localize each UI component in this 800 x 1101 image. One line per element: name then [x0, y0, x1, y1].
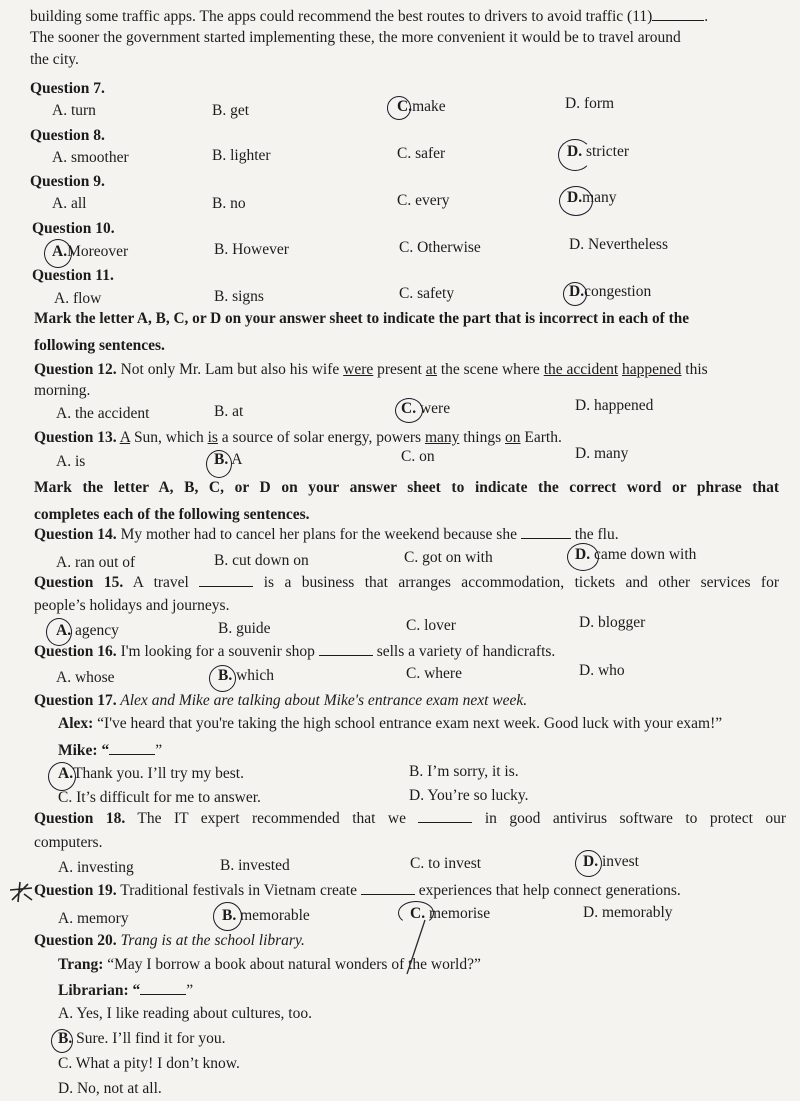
question-8-title: Question 8. — [30, 127, 105, 144]
q18-option-d[interactable]: D. invest — [583, 853, 639, 870]
q14-option-d[interactable]: D. came down with — [575, 546, 697, 563]
q16-option-a[interactable]: A. whose — [56, 669, 115, 686]
q8-option-d[interactable]: D. stricter — [567, 143, 629, 160]
question-19-stem: Question 19. Traditional festivals in Vietnam create experiences that help connect generations. — [34, 882, 681, 899]
q8-option-a[interactable]: A. smoother — [52, 149, 129, 166]
question-15-stem-2: people’s holidays and journeys. — [34, 597, 230, 614]
question-18-stem: Question 18. The IT expert recommended that we in good antivirus software to protect our — [34, 810, 786, 827]
instruction-correct-word-2: completes each of the following sentences. — [34, 506, 310, 523]
q9-option-a[interactable]: A. all — [52, 195, 87, 212]
q17-option-a[interactable]: A.Thank you. I’ll try my best. — [58, 765, 244, 782]
q11-option-b[interactable]: B. signs — [214, 288, 264, 305]
q13-option-a[interactable]: A. is — [56, 453, 86, 470]
passage-line-1: building some traffic apps. The apps could recommend the best routes to drivers to avoid traffic (11) . — [30, 8, 709, 25]
q14-option-a[interactable]: A. ran out of — [56, 554, 136, 571]
q7-option-d[interactable]: D. form — [565, 95, 615, 112]
question-11-title: Question 11. — [32, 267, 114, 284]
q18-option-c[interactable]: C. to invest — [410, 855, 482, 872]
q13-option-c[interactable]: C. on — [401, 448, 435, 465]
answer-blank — [109, 740, 155, 755]
q17-option-b[interactable]: B. I’m sorry, it is. — [409, 763, 519, 780]
q17-mike-line: Mike: “ ” — [58, 742, 163, 759]
asterisk-mark-icon — [6, 880, 36, 904]
q11-option-a[interactable]: A. flow — [54, 290, 102, 307]
q17-option-c[interactable]: C. It’s difficult for me to answer. — [58, 789, 261, 806]
q10-option-a[interactable]: A.Moreover — [52, 243, 129, 260]
question-16-stem: Question 16. I'm looking for a souvenir shop sells a variety of handicrafts. — [34, 643, 556, 660]
q19-option-a[interactable]: A. memory — [58, 910, 129, 927]
q20-option-c[interactable]: C. What a pity! I don’t know. — [58, 1055, 240, 1072]
question-17-stem: Question 17. Alex and Mike are talking about Mike's entrance exam next week. — [34, 692, 528, 709]
question-15-stem: Question 15. A travel is a business that arranges accommodation, tickets and other services for — [34, 574, 779, 591]
q8-option-c[interactable]: C. safer — [397, 145, 446, 162]
question-12-stem-2: morning. — [34, 382, 91, 399]
q12-option-c[interactable]: C. were — [401, 400, 451, 417]
passage-line-2: The sooner the government started implementing these, the more convenient it would be to travel around — [30, 29, 681, 46]
q15-option-a[interactable]: A. agency — [56, 622, 119, 639]
q19-option-b[interactable]: B. memorable — [222, 907, 310, 924]
instruction-correct-word: Mark the letter A, B, C, or D on your answer sheet to indicate the correct word or phrase that — [34, 479, 779, 496]
q19-option-d[interactable]: D. memorably — [583, 904, 673, 921]
question-9-title: Question 9. — [30, 173, 105, 190]
question-12-stem: Question 12. Not only Mr. Lam but also his wife were present at the scene where the accident happened this — [34, 361, 708, 378]
answer-blank — [418, 808, 472, 823]
instruction-incorrect-part: Mark the letter A, B, C, or D on your answer sheet to indicate the part that is incorrect in each of the — [34, 310, 689, 327]
passage-line-3: the city. — [30, 51, 79, 68]
q20-option-a[interactable]: A. Yes, I like reading about cultures, too. — [58, 1005, 312, 1022]
answer-blank — [140, 980, 186, 995]
q12-option-d[interactable]: D. happened — [575, 397, 654, 414]
q14-option-c[interactable]: C. got on with — [404, 549, 493, 566]
q14-option-b[interactable]: B. cut down on — [214, 552, 309, 569]
answer-blank — [319, 641, 373, 656]
q10-option-b[interactable]: B. However — [214, 241, 289, 258]
q15-option-b[interactable]: B. guide — [218, 620, 271, 637]
question-13-stem: Question 13. A Sun, which is a source of solar energy, powers many things on Earth. — [34, 429, 562, 446]
q10-option-d[interactable]: D. Nevertheless — [569, 236, 668, 253]
q9-option-c[interactable]: C. every — [397, 192, 450, 209]
q15-option-c[interactable]: C. lover — [406, 617, 456, 634]
q11-option-c[interactable]: C. safety — [399, 285, 455, 302]
question-14-stem: Question 14. My mother had to cancel her plans for the weekend because she the flu. — [34, 526, 619, 543]
q15-option-d[interactable]: D. blogger — [579, 614, 646, 631]
answer-blank — [521, 524, 571, 539]
q7-option-a[interactable]: A. turn — [52, 102, 96, 119]
q17-option-d[interactable]: D. You’re so lucky. — [409, 787, 529, 804]
answer-blank — [361, 880, 415, 895]
q9-option-d[interactable]: D.many — [567, 189, 617, 206]
q20-option-d[interactable]: D. No, not at all. — [58, 1080, 162, 1097]
pen-stroke-icon — [395, 918, 435, 978]
q12-option-b[interactable]: B. at — [214, 403, 244, 420]
q7-option-b[interactable]: B. get — [212, 102, 250, 119]
question-7-title: Question 7. — [30, 80, 105, 97]
q20-option-b[interactable]: B. Sure. I’ll find it for you. — [58, 1030, 226, 1047]
q12-option-a[interactable]: A. the accident — [56, 405, 150, 422]
q20-trang-line: Trang: “May I borrow a book about natural wonders of the world?” — [58, 956, 481, 973]
q16-option-b[interactable]: B. which — [218, 667, 274, 684]
answer-blank — [199, 572, 253, 587]
q17-alex-line: Alex: “I've heard that you're taking the high school entrance exam next week. Good luck with your exam!” — [58, 715, 723, 732]
question-18-stem-2: computers. — [34, 834, 103, 851]
q9-option-b[interactable]: B. no — [212, 195, 246, 212]
q19-option-c[interactable]: C. memorise — [410, 905, 491, 922]
q13-option-b[interactable]: B. A — [214, 451, 243, 468]
q18-option-a[interactable]: A. investing — [58, 859, 134, 876]
q16-option-c[interactable]: C. where — [406, 665, 462, 682]
q13-option-d[interactable]: D. many — [575, 445, 629, 462]
q16-option-d[interactable]: D. who — [579, 662, 625, 679]
question-10-title: Question 10. — [32, 220, 115, 237]
q18-option-b[interactable]: B. invested — [220, 857, 290, 874]
q7-option-c[interactable]: C.make — [397, 98, 446, 115]
instruction-incorrect-part-2: following sentences. — [34, 337, 165, 354]
answer-blank — [652, 6, 704, 21]
question-20-stem: Question 20. Trang is at the school library. — [34, 932, 305, 949]
q10-option-c[interactable]: C. Otherwise — [399, 239, 481, 256]
q11-option-d[interactable]: D.congestion — [569, 283, 652, 300]
q20-librarian-line: Librarian: “ ” — [58, 982, 194, 999]
q8-option-b[interactable]: B. lighter — [212, 147, 271, 164]
